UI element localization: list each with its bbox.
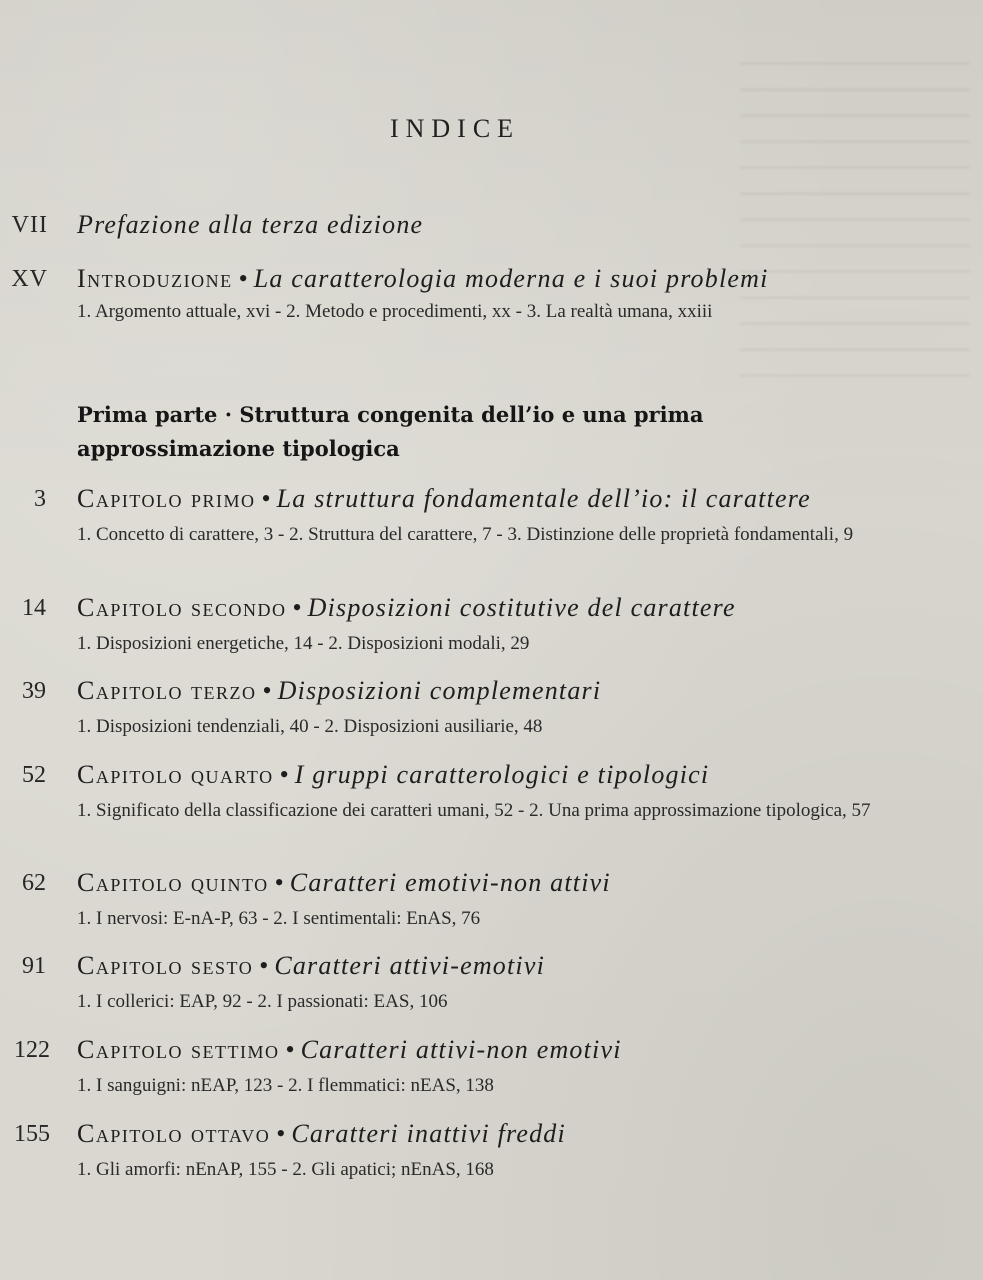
entry-subtitle: Disposizioni complementari — [277, 676, 602, 705]
entry-heading — [77, 210, 423, 240]
entry-heading — [77, 676, 601, 706]
entry-label: Capitolo quinto — [77, 868, 269, 897]
entry-contents: 1. Concetto di carattere, 3 - 2. Struttura del carattere, 7 - 3. Distinzione delle proprietà fondamentali, 9 — [77, 524, 854, 545]
page-number: 62 — [22, 870, 46, 896]
entry-heading — [77, 1119, 566, 1149]
entry-subtitle: Caratteri emotivi-non attivi — [289, 868, 611, 897]
entry-label: Capitolo secondo — [77, 593, 287, 622]
entry-heading — [77, 1035, 622, 1065]
separator-dot: • — [276, 1119, 286, 1148]
page-number: VII — [11, 212, 48, 238]
separator-dot: • — [292, 593, 302, 622]
part-label: Prima parte — [77, 402, 218, 427]
part-separator: · — [224, 402, 240, 427]
entry-label: Capitolo settimo — [77, 1035, 280, 1064]
separator-dot: • — [259, 951, 269, 980]
entry-contents: 1. Significato della classificazione dei caratteri umani, 52 - 2. Una prima approssimazione tipologica, 57 — [77, 800, 871, 821]
page-number: 3 — [34, 486, 46, 512]
entry-subtitle: I gruppi caratterologici e tipologici — [294, 760, 710, 789]
entry-subtitle: Caratteri attivi-non emotivi — [300, 1035, 622, 1064]
entry-contents: 1. Disposizioni energetiche, 14 - 2. Disposizioni modali, 29 — [77, 633, 530, 654]
entry-heading — [77, 951, 545, 981]
entry-subtitle: Prefazione alla terza edizione — [77, 210, 424, 239]
part-heading — [77, 398, 907, 466]
page-number: 122 — [14, 1037, 50, 1063]
entry-contents: 1. Disposizioni tendenziali, 40 - 2. Disposizioni ausiliarie, 48 — [77, 716, 543, 737]
separator-dot: • — [261, 484, 271, 513]
entry-label: Capitolo quarto — [77, 760, 274, 789]
entry-subtitle: Caratteri inattivi freddi — [291, 1119, 566, 1148]
entry-subtitle: Caratteri attivi-emotivi — [274, 951, 546, 980]
separator-dot: • — [262, 676, 272, 705]
entry-contents: 1. Gli amorfi: nEnAP, 155 - 2. Gli apatici; nEnAS, 168 — [77, 1159, 494, 1180]
page-number: 52 — [22, 762, 46, 788]
entry-contents: 1. Argomento attuale, xvi - 2. Metodo e procedimenti, xx - 3. La realtà umana, xxiii — [77, 301, 713, 322]
entry-subtitle: Disposizioni costitutive del carattere — [307, 593, 736, 622]
entry-subtitle: La caratterologia moderna e i suoi problemi — [253, 264, 769, 293]
entry-label: Introduzione — [77, 264, 233, 293]
entry-contents: 1. I nervosi: E-nA-P, 63 - 2. I sentimentali: EnAS, 76 — [77, 908, 481, 929]
entry-heading — [77, 484, 811, 514]
page-number: 91 — [22, 953, 46, 979]
entry-heading — [77, 264, 769, 294]
entry-subtitle: La struttura fondamentale dell’io: il carattere — [276, 484, 811, 513]
entry-heading — [77, 868, 611, 898]
bleed-through-shadow — [740, 40, 970, 400]
entry-heading — [77, 760, 709, 790]
separator-dot: • — [274, 868, 284, 897]
page-number: 155 — [14, 1121, 50, 1147]
entry-label: Capitolo ottavo — [77, 1119, 271, 1148]
entry-label: Capitolo sesto — [77, 951, 254, 980]
page-number: XV — [11, 266, 48, 292]
separator-dot: • — [238, 264, 248, 293]
entry-contents: 1. I collerici: EAP, 92 - 2. I passionati: EAS, 106 — [77, 991, 448, 1012]
separator-dot: • — [279, 760, 289, 789]
separator-dot: • — [285, 1035, 295, 1064]
page-title: INDICE — [389, 114, 521, 143]
part-title: Struttura congenita dell’io e una prima approssimazione tipologica — [77, 402, 704, 461]
page-number: 14 — [22, 595, 46, 621]
entry-label: Capitolo terzo — [77, 676, 257, 705]
entry-label: Capitolo primo — [77, 484, 256, 513]
entry-heading — [77, 593, 736, 623]
page-number: 39 — [22, 678, 46, 704]
entry-contents: 1. I sanguigni: nEAP, 123 - 2. I flemmatici: nEAS, 138 — [77, 1075, 494, 1096]
